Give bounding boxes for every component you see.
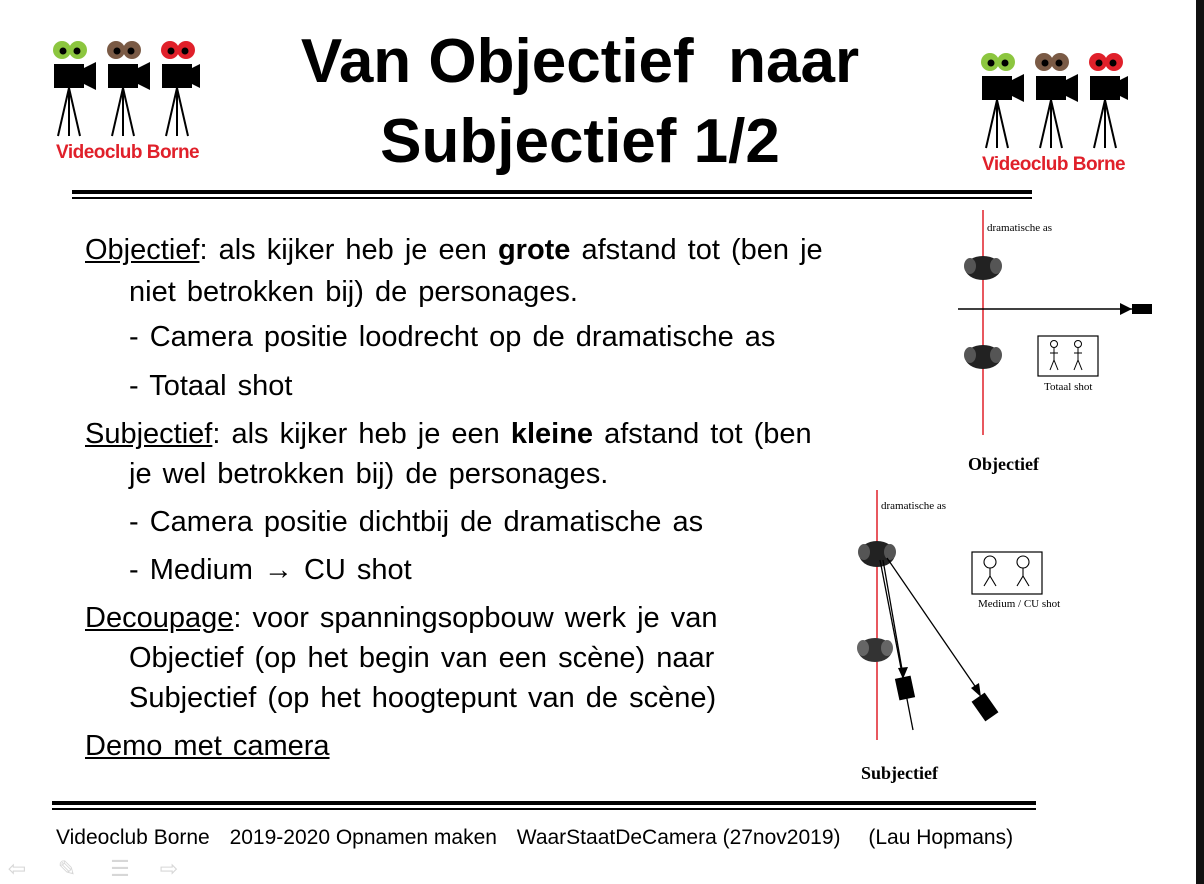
objectief-line-1: Objectief: als kijker heb je een grote afstand tot (ben je <box>85 234 823 266</box>
subjectief-line-2: je wel betrokken bij) de personages. <box>129 458 609 490</box>
actor-head-icon <box>857 638 893 662</box>
nav-pen-button[interactable] <box>50 856 84 882</box>
diagram-subjectief <box>845 485 1095 785</box>
objectief-bold: grote <box>497 234 571 266</box>
decoupage-term: Decoupage <box>85 602 234 634</box>
nav-menu-button[interactable] <box>103 856 137 882</box>
logo-text: Videoclub Borne <box>982 154 1126 175</box>
decoupage-line-1: Decoupage: voor spanningsopbouw werk je van <box>85 602 718 634</box>
decoupage-line-3: Subjectief (op het hoogtepunt van de scène) <box>129 682 717 714</box>
footer <box>56 826 1027 850</box>
nav-next-button[interactable] <box>152 856 186 882</box>
actor-head-icon <box>964 345 1002 369</box>
window-edge <box>1196 0 1204 884</box>
pen-icon: ✎ <box>57 856 77 881</box>
subjectief-bold: kleine <box>510 418 594 450</box>
objectief-caption: Objectief <box>968 454 1039 474</box>
footer-divider-thin <box>52 808 1036 810</box>
arrow-left-icon: ⇦ <box>7 856 27 881</box>
objectief-diagram-graphic <box>950 205 1190 475</box>
subjectief-bullet-1: - Camera positie dichtbij de dramatische as <box>129 506 704 538</box>
nav-prev-button[interactable] <box>0 856 34 882</box>
footer-author: (Lau Hopmans) <box>868 826 1014 849</box>
footer-divider <box>52 801 1036 805</box>
objectief-axis-label: dramatische as <box>987 222 1053 234</box>
subjectief-caption: Subjectief <box>861 763 938 783</box>
title-divider-thin <box>72 197 1032 199</box>
menu-icon: ☰ <box>110 856 130 881</box>
arrow-right-icon: ⇨ <box>159 856 179 881</box>
objectief-shot-label: Totaal shot <box>1044 381 1093 393</box>
subjectief-line-1: Subjectief: als kijker heb je een kleine afstand tot (ben <box>85 418 812 450</box>
demo-link: Demo met camera <box>85 730 330 762</box>
decoupage-line-2: Objectief (op het begin van een scène) naar <box>129 642 715 674</box>
subjectief-diagram-graphic <box>845 485 1095 785</box>
subjectief-shot-label: Medium / CU shot <box>978 598 1061 610</box>
footer-course: 2019-2020 Opnamen maken <box>229 826 497 849</box>
logo-left <box>40 32 200 172</box>
logo-right <box>968 44 1128 184</box>
title-line-2: Subjectief 1/2 <box>380 107 780 176</box>
arrow-right-icon: → <box>263 554 293 586</box>
objectief-bullet-1: - Camera positie loodrecht op de dramatische as <box>129 321 776 353</box>
objectief-line-2: niet betrokken bij) de personages. <box>129 276 578 308</box>
subjectief-term: Subjectief <box>85 418 213 450</box>
objectief-bullet-2: - Totaal shot <box>129 370 293 402</box>
footer-topic: WaarStaatDeCamera (27nov2019) <box>516 826 841 849</box>
actor-head-icon <box>964 256 1002 280</box>
subjectief-axis-label: dramatische as <box>881 500 947 512</box>
title-divider <box>72 190 1032 194</box>
subjectief-bullet-2: - Medium → CU shot <box>129 554 412 586</box>
footer-club: Videoclub Borne <box>56 826 210 849</box>
logo-text: Videoclub Borne <box>56 142 200 163</box>
slide-title <box>230 22 930 182</box>
title-line-1: Van Objectief naar <box>300 27 860 96</box>
objectief-term: Objectief <box>85 234 200 266</box>
diagram-objectief <box>950 205 1190 475</box>
